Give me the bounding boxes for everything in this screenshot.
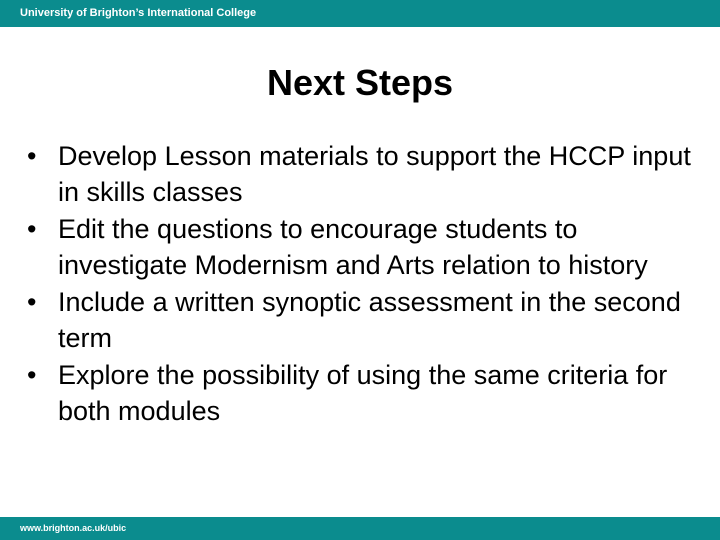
bullet-item	[27, 284, 697, 356]
bullet-text: Develop Lesson materials to support the HCCP input in skills classes	[58, 141, 691, 207]
bullet-text: Include a written synoptic assessment in the second term	[58, 287, 681, 353]
bullet-icon: •	[27, 287, 37, 317]
bullet-icon: •	[27, 214, 37, 244]
bullet-icon: •	[27, 360, 37, 390]
bullet-icon: •	[27, 141, 37, 171]
slide-title: Next Steps	[266, 62, 454, 103]
bullet-item	[27, 211, 697, 283]
header-bar	[0, 0, 720, 27]
bullet-text: Edit the questions to encourage students to investigate Modernism and Arts relation to history	[58, 214, 648, 280]
bullet-item	[27, 138, 697, 210]
institution-name: University of Brighton’s International College	[20, 7, 257, 19]
bullet-item	[27, 357, 697, 429]
bullet-list	[27, 138, 697, 430]
footer-bar	[0, 517, 720, 540]
footer-url: www.brighton.ac.uk/ubic	[20, 523, 127, 533]
bullet-text: Explore the possibility of using the same criteria for both modules	[58, 360, 668, 426]
